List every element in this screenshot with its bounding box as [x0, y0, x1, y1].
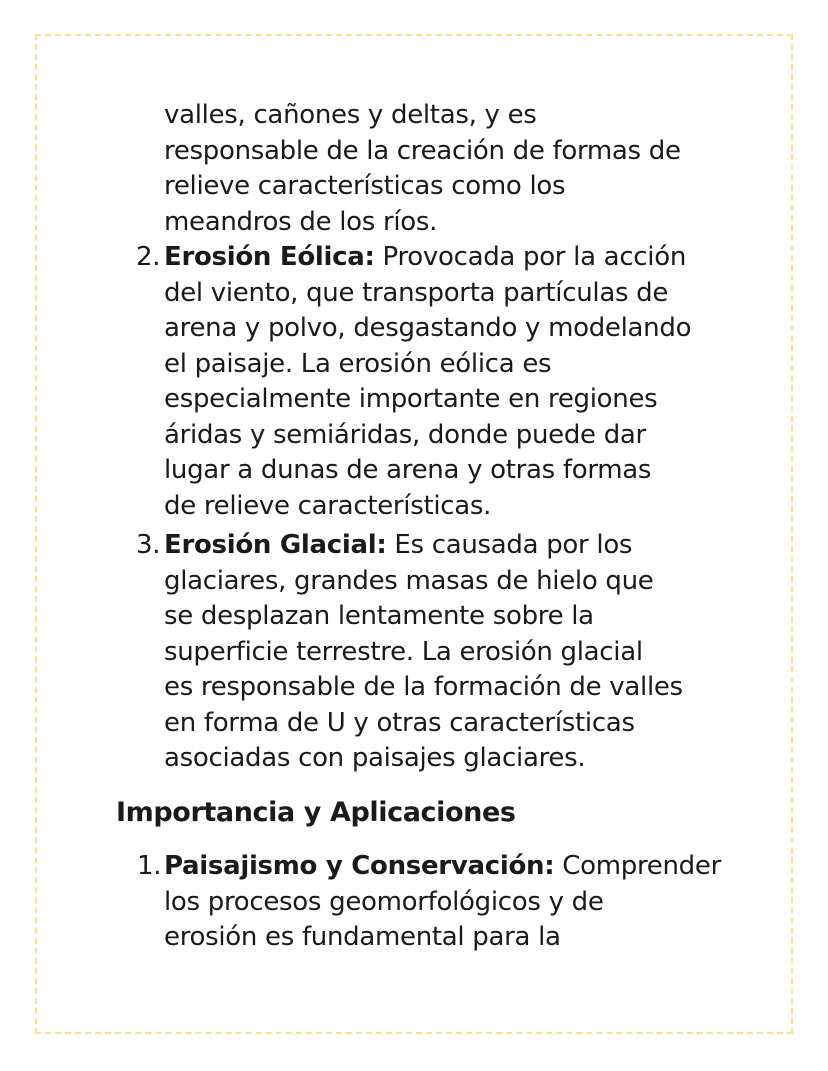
text-line: del viento, que transporta partículas de [164, 277, 669, 308]
text-line: en forma de U y otras características [164, 707, 635, 738]
list-item-erosion-glacial [136, 528, 683, 777]
list-item-term: Erosión Eólica: [164, 242, 375, 272]
text-line: meandros de los ríos. [164, 206, 438, 237]
text-line: asociadas con paisajes glaciares. [164, 743, 586, 773]
text-line: se desplazan lentamente sobre la [164, 601, 594, 631]
list-marker: 3. [136, 530, 161, 560]
text-line: lugar a dunas de arena y otras formas [164, 455, 652, 485]
list-item-paisajismo [137, 849, 721, 956]
continued-paragraph [164, 98, 681, 240]
text-line: valles, cañones y deltas, y es [164, 100, 537, 130]
text-line: es responsable de la formación de valles [164, 672, 683, 702]
text-line: áridas y semiáridas, donde puede dar [164, 419, 646, 450]
text-line: Provocada por la acción [374, 242, 687, 272]
list-marker: 1. [137, 851, 162, 881]
text-line: de relieve características. [164, 490, 492, 521]
list-marker: 2. [136, 242, 161, 272]
text-line: erosión es fundamental para la [164, 922, 561, 952]
list-item-term: Paisajismo y Conservación: [164, 851, 555, 881]
text-line: Comprender [554, 851, 721, 881]
text-line: arena y polvo, desgastando y modelando [164, 313, 692, 343]
section-heading: Importancia y Aplicaciones [116, 797, 516, 828]
text-line: superficie terrestre. La erosión glacial [164, 636, 643, 667]
text-line: especialmente importante en regiones [164, 384, 658, 414]
text-line: responsable de la creación de formas de [164, 135, 681, 166]
text-line: relieve características como los [164, 171, 566, 201]
text-line: Es causada por los [386, 530, 633, 560]
list-item-term: Erosión Glacial: [164, 530, 387, 560]
text-line: los procesos geomorfológicos y de [164, 886, 604, 917]
text-line: glaciares, grandes masas de hielo que [164, 565, 654, 596]
text-line: el paisaje. La erosión eólica es [164, 348, 552, 379]
list-item-erosion-eolica [136, 240, 692, 524]
